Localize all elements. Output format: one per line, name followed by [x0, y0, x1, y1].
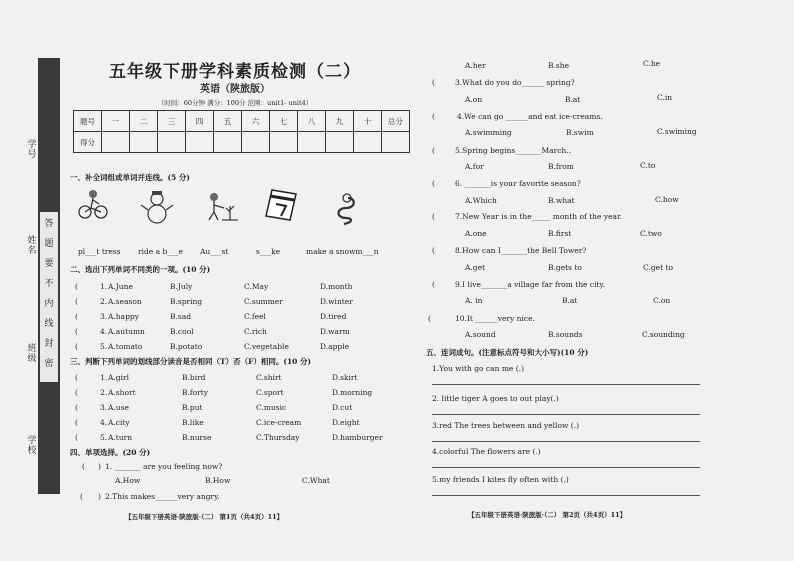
scan-artifact [325, 0, 425, 8]
question-text: 1. _______ are you feeling now? [105, 462, 223, 471]
student-id-label: 学号 [27, 140, 37, 160]
question-option: 5. [100, 342, 108, 351]
question-option: A.her [465, 61, 486, 70]
time-info: （时间：60分钟 满分：100分 范围：unit1- unit4） [157, 99, 313, 107]
question-option: C.rich [244, 327, 267, 336]
question-text: 3.What do you do______ spring? [455, 78, 575, 87]
strip-char: 要 [44, 259, 54, 269]
question-option: A.tomato [108, 342, 143, 351]
question-option: D.tired [320, 312, 347, 321]
snowman-picture [140, 190, 174, 224]
seal-line-strip [40, 212, 58, 382]
answer-paren[interactable]: ( [80, 492, 83, 501]
question-option: C.Thursday [256, 433, 300, 442]
question-option: 4. [100, 327, 108, 336]
class-label: 班级 [27, 344, 37, 364]
question-option: B.at [562, 296, 578, 305]
answer-paren-close: ) [98, 492, 101, 501]
question-option: B.swim [566, 128, 594, 137]
score-cell[interactable] [214, 132, 242, 153]
answer-line[interactable] [432, 441, 700, 442]
strip-char: 题 [44, 239, 54, 249]
answer-paren[interactable]: ( [75, 403, 78, 412]
question-option: D.month [320, 282, 353, 291]
question-option: A.one [465, 229, 487, 238]
footer-left: 【五年级下册英语·陕旅版·（二） 第1页（共4页）11】 [125, 513, 284, 521]
answer-paren[interactable]: ( [432, 112, 435, 121]
question-option: A.sound [465, 330, 496, 339]
question-option: 2. [100, 388, 108, 397]
question-option: A.How [115, 476, 141, 485]
name-label: 姓名 [27, 236, 37, 256]
answer-paren[interactable]: ( [75, 297, 78, 306]
question-option: B.sad [170, 312, 192, 321]
bicycle-picture [78, 188, 108, 220]
question-option: C.get to [643, 263, 674, 272]
page-subtitle: 英语（陕旅版） [200, 84, 270, 95]
question-option: 4. [100, 418, 108, 427]
question-option: 3. [100, 403, 108, 412]
question-option: C.shirt [256, 373, 282, 382]
question-option: B.potato [170, 342, 203, 351]
answer-paren[interactable]: ( [75, 373, 78, 382]
score-header: 八 [298, 111, 326, 132]
strip-char: 内 [44, 299, 54, 309]
question-option: A.on [465, 95, 483, 104]
question-option: C.on [653, 296, 671, 305]
question-option: A.turn [108, 433, 133, 442]
question-option: C.how [655, 195, 679, 204]
question-option: D.cut [332, 403, 353, 412]
answer-paren[interactable]: ( [75, 388, 78, 397]
answer-paren[interactable]: ( [432, 146, 435, 155]
score-header: 三 [158, 111, 186, 132]
question-option: B.spring [170, 297, 203, 306]
answer-line[interactable] [432, 467, 700, 468]
score-cell[interactable] [102, 132, 130, 153]
scramble-sentence: 3.red The trees between and yellow (.) [432, 421, 580, 430]
answer-paren[interactable]: ( [432, 280, 435, 289]
question-option: B.bird [182, 373, 206, 382]
question-option: C.ice-cream [256, 418, 302, 427]
score-cell[interactable] [326, 132, 354, 153]
answer-paren[interactable]: ( [75, 342, 78, 351]
answer-paren-close: ) [98, 462, 101, 471]
question-option: C.vegetable [244, 342, 289, 351]
question-option: B.sounds [548, 330, 583, 339]
question-text: 8.How can I_______the Bell Tower? [455, 246, 587, 255]
question-option: C.sport [256, 388, 284, 397]
strip-char: 密 [44, 359, 54, 369]
question-option: D.apple [320, 342, 350, 351]
score-header: 二 [130, 111, 158, 132]
score-header: 六 [242, 111, 270, 132]
score-header: 四 [186, 111, 214, 132]
score-cell[interactable] [354, 132, 382, 153]
answer-paren[interactable]: ( [432, 212, 435, 221]
score-table [73, 110, 410, 153]
question-option: A.short [108, 388, 136, 397]
question-text: 10.It ______very nice. [455, 314, 535, 323]
question-option: A.autumn [108, 327, 145, 336]
question-option: B.nurse [182, 433, 212, 442]
scramble-sentence: 5.my friends I kites fly often with (.) [432, 475, 569, 484]
question-option: D.skirt [332, 373, 358, 382]
question-option: D.eight [332, 418, 360, 427]
question-option: A. in [465, 296, 483, 305]
section4-title: 四、单项选择。(20 分) [70, 448, 151, 457]
strip-char: 线 [44, 319, 54, 329]
score-header: 五 [214, 111, 242, 132]
word-blank: make a snowm___n [306, 247, 379, 256]
answer-paren[interactable]: ( [82, 462, 85, 471]
score-header: 总分 [382, 111, 410, 132]
section3-title: 三、判断下列单词的划线部分读音是否相同（T）否（F）相同。(10 分) [70, 357, 312, 366]
question-option: C.to [640, 161, 656, 170]
question-option: C.feel [244, 312, 266, 321]
answer-paren[interactable]: ( [75, 433, 78, 442]
scramble-sentence: 2. little tiger A goes to out play(.) [432, 394, 559, 403]
question-option: 5. [100, 433, 108, 442]
word-blank: ride a b___e [138, 247, 183, 256]
question-option: 1. [100, 282, 108, 291]
question-option: B.How [205, 476, 231, 485]
footer-right: 【五年级下册英语·陕旅版·（二） 第2页（共4页）11】 [468, 511, 627, 519]
question-option: C.he [643, 59, 661, 68]
score-cell[interactable] [270, 132, 298, 153]
scramble-sentence: 4.colorful The flowers are (.) [432, 447, 541, 456]
answer-line[interactable] [432, 495, 700, 496]
question-option: A.happy [108, 312, 139, 321]
question-option: C.in [657, 93, 673, 102]
answer-paren[interactable]: ( [432, 179, 435, 188]
answer-paren[interactable]: ( [75, 327, 78, 336]
word-blank: Au___st [200, 247, 229, 256]
answer-paren[interactable]: ( [432, 78, 435, 87]
word-blank: s___ke [256, 247, 281, 256]
question-option: B.forty [182, 388, 209, 397]
question-option: B.what [548, 196, 575, 205]
question-option: D.morning [332, 388, 373, 397]
question-option: A.June [108, 282, 133, 291]
question-text: 2.This makes______very angry. [105, 492, 220, 501]
word-blank: pl___t tress [78, 247, 121, 256]
question-option: D.hamburger [332, 433, 383, 442]
question-option: A.use [108, 403, 129, 412]
planting-tree-picture [202, 192, 238, 222]
question-option: A.for [465, 162, 484, 171]
answer-line[interactable] [432, 384, 700, 385]
score-cell[interactable] [158, 132, 186, 153]
question-option: A.get [465, 263, 486, 272]
question-option: C.swiming [657, 127, 697, 136]
score-cell[interactable] [382, 132, 410, 153]
score-header: 七 [270, 111, 298, 132]
score-cell[interactable] [186, 132, 214, 153]
answer-paren[interactable]: ( [75, 282, 78, 291]
section5-title: 五、连词成句。(注意标点符号和大小写)(10 分) [426, 348, 589, 357]
question-text: 5.Spring begins_______March.. [455, 146, 571, 155]
score-cell[interactable] [298, 132, 326, 153]
question-option: B.she [548, 61, 570, 70]
snake-picture [330, 192, 360, 226]
question-text: 4.We can go ______and eat ice-creams. [457, 112, 603, 121]
answer-paren[interactable]: ( [428, 314, 431, 323]
question-option: 3. [100, 312, 108, 321]
question-option: A.swimming [465, 128, 512, 137]
calendar-picture [262, 186, 298, 222]
question-option: B.gets to [548, 263, 582, 272]
question-option: B.July [170, 282, 193, 291]
question-option: B.from [548, 162, 574, 171]
answer-paren[interactable]: ( [75, 418, 78, 427]
score-cell[interactable] [242, 132, 270, 153]
question-option: C.What [302, 476, 330, 485]
question-option: D.warm [320, 327, 350, 336]
score-header: 题号 [74, 111, 102, 132]
score-cell[interactable] [130, 132, 158, 153]
question-option: D.winter [320, 297, 353, 306]
score-header: 十 [354, 111, 382, 132]
question-option: 2. [100, 297, 108, 306]
strip-char: 封 [44, 339, 54, 349]
question-option: C.two [640, 229, 662, 238]
question-option: A.season [108, 297, 142, 306]
answer-paren[interactable]: ( [75, 312, 78, 321]
question-option: A.girl [108, 373, 129, 382]
section2-title: 二、选出下列单词不同类的一项。(10 分) [70, 265, 211, 274]
question-option: A.city [108, 418, 130, 427]
question-option: C.summer [244, 297, 283, 306]
score-header: 一 [102, 111, 130, 132]
question-option: B.like [182, 418, 204, 427]
score-row-label: 得分 [74, 132, 102, 153]
answer-paren[interactable]: ( [432, 246, 435, 255]
question-option: A.Which [465, 196, 497, 205]
question-text: 7.New Year is in the_____ month of the year. [455, 212, 623, 221]
question-option: B.put [182, 403, 203, 412]
question-option: B.first [548, 229, 572, 238]
strip-char: 答 [44, 219, 54, 229]
answer-line[interactable] [432, 414, 700, 415]
strip-char: 不 [44, 279, 54, 289]
question-text: 9.I live_______a village far from the city. [455, 280, 606, 289]
question-option: B.at [565, 95, 581, 104]
question-option: C.May [244, 282, 269, 291]
question-option: C.sounding [642, 330, 685, 339]
question-option: C.music [256, 403, 287, 412]
question-option: B.cool [170, 327, 194, 336]
question-text: 6. _______is your favorite season? [455, 179, 581, 188]
section1-title: 一、补全词组或单词并连线。(5 分) [70, 173, 190, 182]
scramble-sentence: 1.You with go can me (.) [432, 364, 524, 373]
school-label: 学校 [27, 436, 37, 456]
page-title: 五年级下册学科素质检测（二） [109, 62, 361, 82]
question-option: 1. [100, 373, 108, 382]
score-header: 九 [326, 111, 354, 132]
